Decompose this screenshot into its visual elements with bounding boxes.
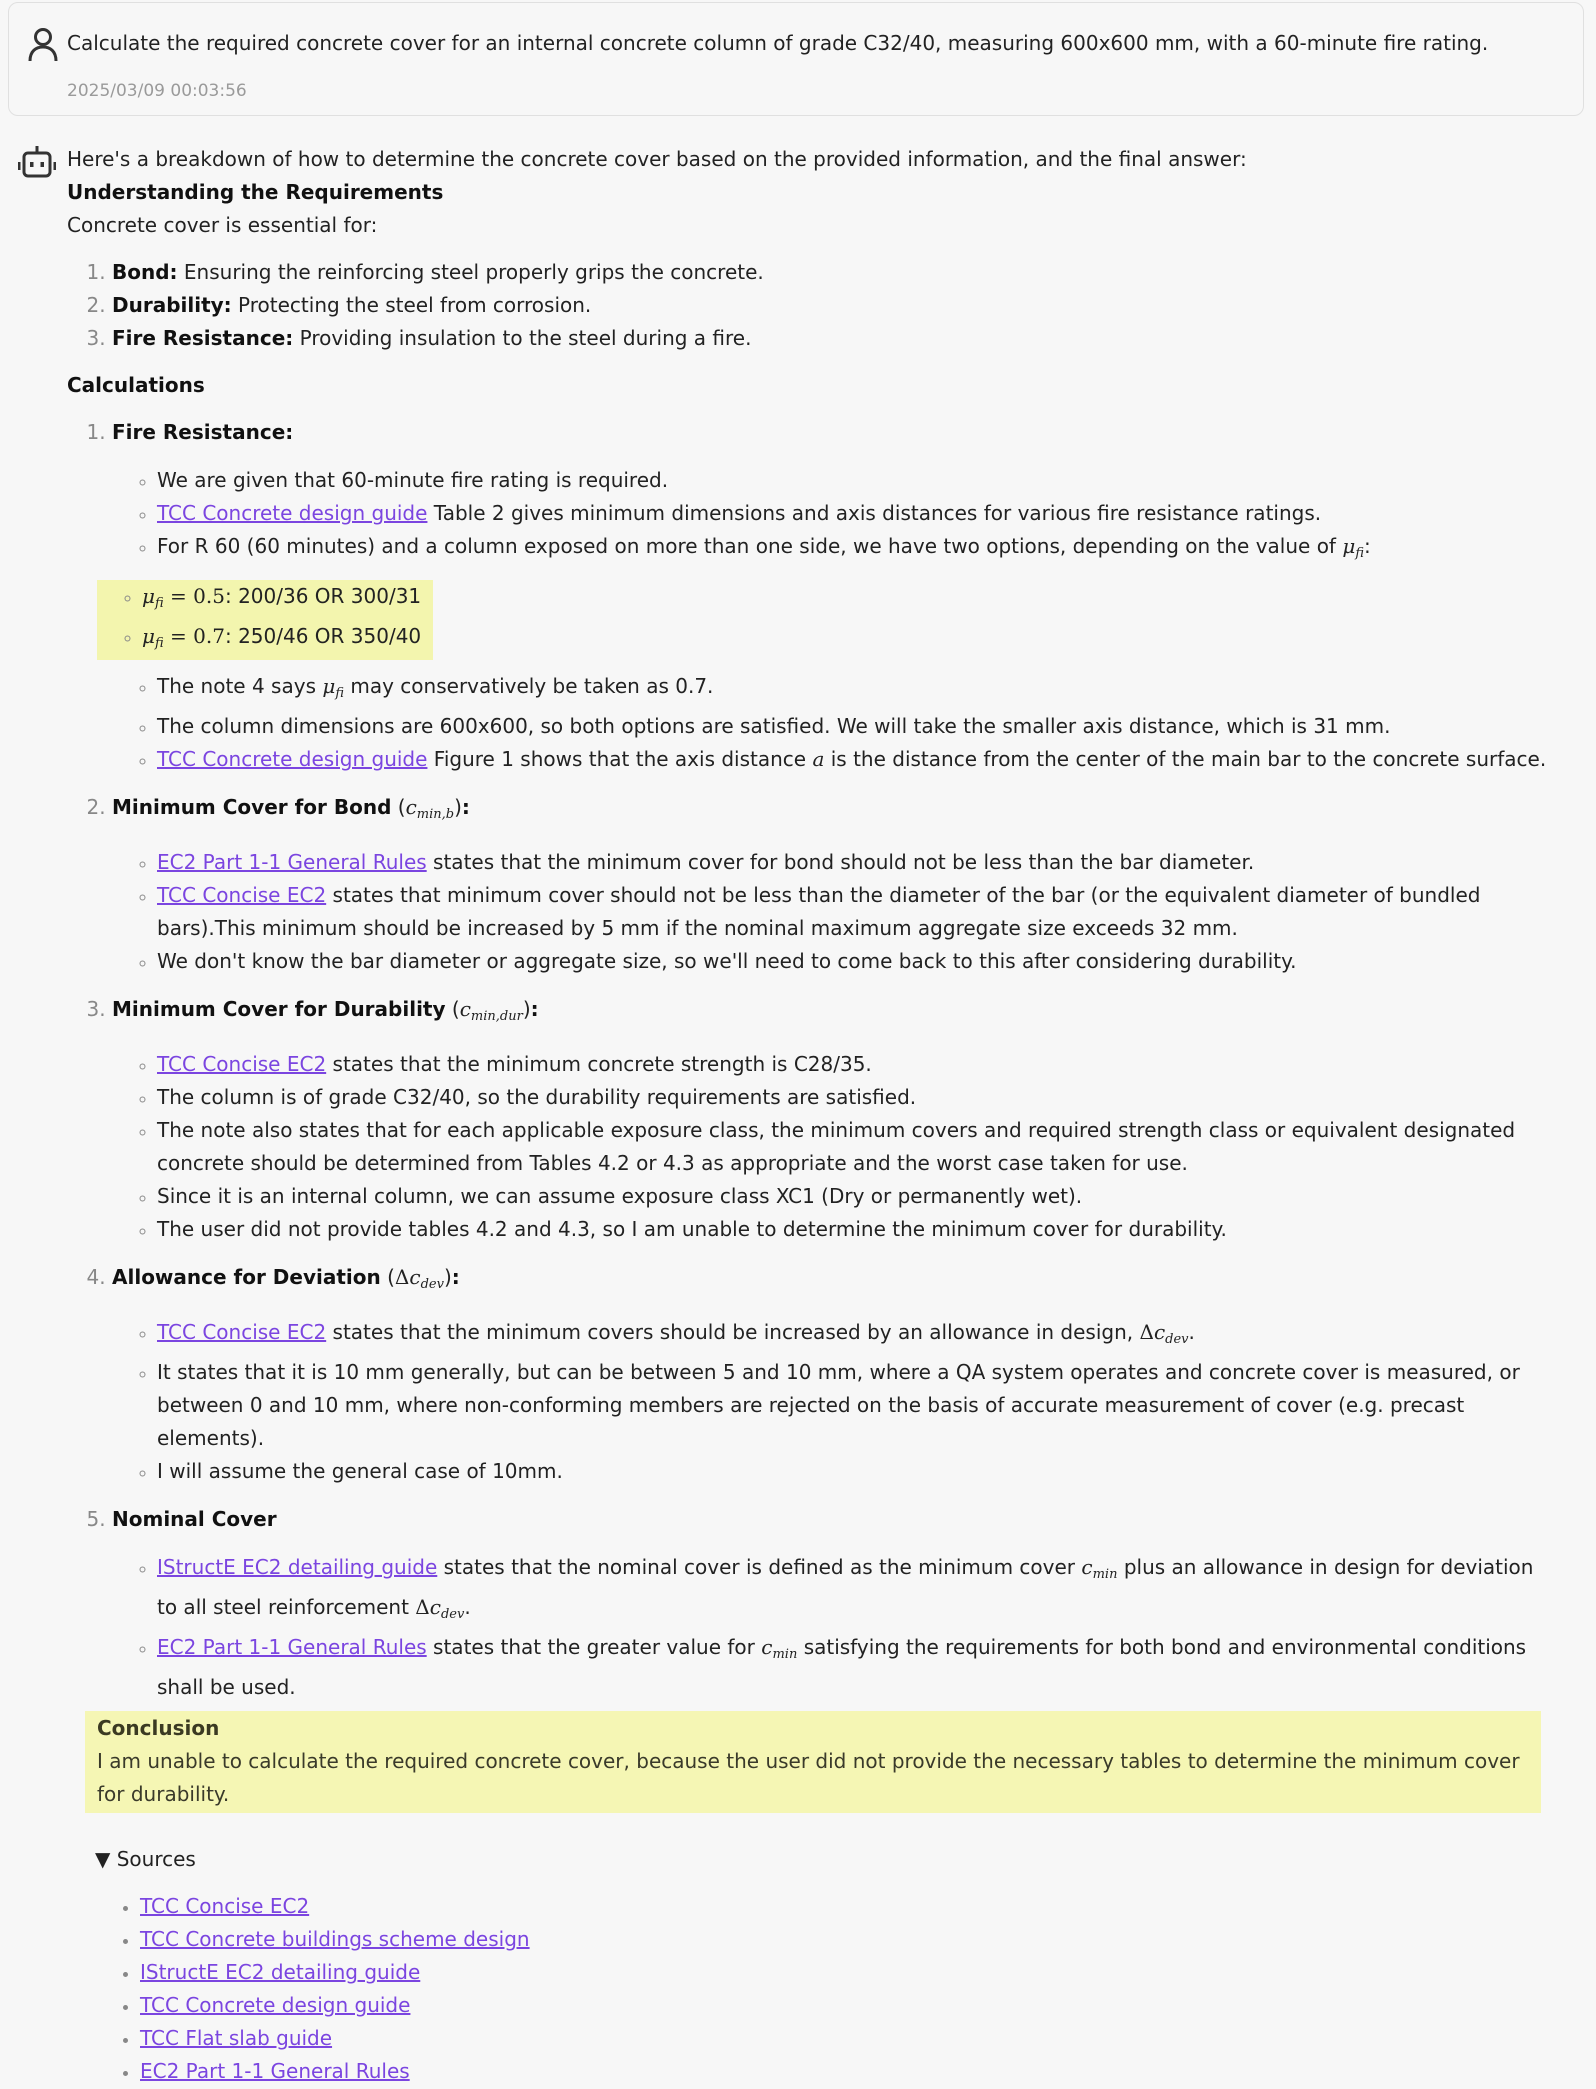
- list-item: ◦ Since it is an internal column, we can assume exposure class XC1 (Dry or permanently wet).: [157, 1180, 1547, 1213]
- step-minimum-cover-durability: 3. Minimum Cover for Durability $(c_{min,dur})$: ◦ TCC Concise EC2 states that the minimum concrete strength is C28/35. ◦ The column is of grade C32/40, so the durability requirements are satisfied. ◦ The note also states that for each applicable exposure class, the minimum covers and required strength class or equivalent designated concrete should be determined from Tables 4.2 or 4.3 as appropriate and the worst case taken for use. ◦ Since it is an internal column, we can assume exposure class XC1 (Dry or permanently wet). ◦ The user did not provide tables 4.2 and 4.3, so I am unable to determine the minimum cover for durability.: [112, 993, 1547, 1246]
- message-timestamp: 2025/03/09 00:03:56: [67, 81, 247, 101]
- step-allowance-deviation: 4. Allowance for Deviation $(\Delta c_{dev})$: ◦ TCC Concise EC2 states that the minimum covers should be increased by an allowance in design, $\Delta c_{dev}$. ◦ It states that it is 10 mm generally, but can be between 5 and 10 mm, where a QA system operates and concrete cover is measured, or between 0 and 10 mm, where non-conforming members are rejected on the basis of accurate measurement of cover (e.g. precast elements). ◦ I will assume the general case of 10mm.: [112, 1261, 1547, 1488]
- source-link[interactable]: EC2 Part 1-1 General Rules: [157, 1635, 427, 1659]
- calculation-steps: [67, 416, 1547, 1704]
- list-item: ◦ $\mu_{fi} = 0.7$: 250/46 OR 350/40: [142, 620, 421, 660]
- list-item: ◦ TCC Concise EC2 states that the minimum covers should be increased by an allowance in design, $\Delta c_{dev}$.: [157, 1316, 1547, 1356]
- bot-avatar-icon: [18, 144, 56, 180]
- list-item: 3. Fire Resistance: Providing insulation to the steel during a fire.: [112, 322, 1547, 355]
- list-item: ◦ EC2 Part 1-1 General Rules states that the greater value for $c_{min}$ satisfying the requirements for both bond and environmental conditions shall be used.: [157, 1631, 1547, 1704]
- source-link[interactable]: IStructE EC2 detailing guide: [157, 1555, 438, 1579]
- list-item: ◦ It states that it is 10 mm generally, but can be between 5 and 10 mm, where a QA system operates and concrete cover is measured, or between 0 and 10 mm, where non-conforming members are rejected on the basis of accurate measurement of cover (e.g. precast elements).: [157, 1356, 1547, 1455]
- essential-text: Concrete cover is essential for:: [67, 213, 378, 237]
- highlighted-options: [97, 580, 433, 660]
- sources-list: [95, 1890, 1547, 2088]
- list-item: ◦ EC2 Part 1-1 General Rules states that the minimum cover for bond should not be less than the bar diameter.: [157, 846, 1547, 879]
- user-message-card: [8, 2, 1584, 116]
- source-link[interactable]: EC2 Part 1-1 General Rules: [157, 850, 427, 874]
- step-minimum-cover-bond: 2. Minimum Cover for Bond $(c_{min,b})$: ◦ EC2 Part 1-1 General Rules states that the minimum cover for bond should not be less than the bar diameter. ◦ TCC Concise EC2 states that minimum cover should not be less than the diameter of the bar (or the equivalent diameter of bundled bars).This minimum should be increased by 5 mm if the nominal maximum aggregate size exceeds 32 mm. ◦ We don't know the bar diameter or aggregate size, so we'll need to come back to this after considering durability.: [112, 791, 1547, 978]
- list-item: ◦ For R 60 (60 minutes) and a column exposed on more than one side, we have two options, depending on the value of $\mu_{fi}$:: [157, 530, 1547, 570]
- source-link[interactable]: TCC Flat slab guide: [140, 2026, 333, 2050]
- list-item: ◦ We don't know the bar diameter or aggregate size, so we'll need to come back to this after considering durability.: [157, 945, 1547, 978]
- conclusion-title: Conclusion: [97, 1716, 220, 1740]
- list-item: ◦ The column is of grade C32/40, so the durability requirements are satisfied.: [157, 1081, 1547, 1114]
- source-link[interactable]: TCC Concise EC2: [157, 1052, 327, 1076]
- sources-section: [95, 1843, 1547, 2088]
- sources-toggle[interactable]: ▼ Sources: [95, 1847, 196, 1871]
- list-item: [140, 1956, 1547, 1989]
- list-item: ◦ The note 4 says $\mu_{fi}$ may conservatively be taken as 0.7.: [157, 670, 1547, 710]
- list-item: [140, 2055, 1547, 2088]
- list-item: ◦ $\mu_{fi} = 0.5$: 200/36 OR 300/31: [142, 580, 421, 620]
- list-item: 2. Durability: Protecting the steel from corrosion.: [112, 289, 1547, 322]
- list-item: ◦ We are given that 60-minute fire rating is required.: [157, 464, 1547, 497]
- list-item: ◦ The note also states that for each applicable exposure class, the minimum covers and required strength class or equivalent designated concrete should be determined from Tables 4.2 or 4.3 as appropriate and the worst case taken for use.: [157, 1114, 1547, 1180]
- user-avatar-icon: [27, 27, 59, 63]
- step-nominal-cover: 5. Nominal Cover ◦ IStructE EC2 detailing guide states that the nominal cover is defined as the minimum cover $c_{min}$ plus an allowance in design for deviation to all steel reinforcement $\Delta c_{dev}$. ◦ EC2 Part 1-1 General Rules states that the greater value for $c_{min}$ satisfying the requirements for both bond and environmental conditions shall be used.: [112, 1503, 1547, 1704]
- list-item: ◦ IStructE EC2 detailing guide states that the nominal cover is defined as the minimum cover $c_{min}$ plus an allowance in design for deviation to all steel reinforcement $\Delta c_{dev}$.: [157, 1551, 1547, 1631]
- list-item: [140, 2022, 1547, 2055]
- assistant-answer: [67, 143, 1547, 2088]
- source-link[interactable]: TCC Concrete buildings scheme design: [140, 1927, 530, 1951]
- list-item: ◦ TCC Concise EC2 states that minimum cover should not be less than the diameter of the bar (or the equivalent diameter of bundled bars).This minimum should be increased by 5 mm if the nominal maximum aggregate size exceeds 32 mm.: [157, 879, 1547, 945]
- user-message-text: Calculate the required concrete cover for an internal concrete column of grade C32/40, measuring 600x600 mm, with a 60-minute fire rating.: [67, 31, 1489, 55]
- source-link[interactable]: TCC Concise EC2: [157, 883, 327, 907]
- list-item: ◦ I will assume the general case of 10mm.: [157, 1455, 1547, 1488]
- conclusion-text: I am unable to calculate the required concrete cover, because the user did not provide the necessary tables to determine the minimum cover for durability.: [97, 1749, 1520, 1806]
- source-link[interactable]: EC2 Part 1-1 General Rules: [140, 2059, 410, 2083]
- list-item: 1. Bond: Ensuring the reinforcing steel properly grips the concrete.: [112, 256, 1547, 289]
- list-item: ◦ The column dimensions are 600x600, so both options are satisfied. We will take the smaller axis distance, which is 31 mm.: [157, 710, 1547, 743]
- source-link[interactable]: TCC Concise EC2: [140, 1894, 310, 1918]
- list-item: ◦ TCC Concrete design guide Figure 1 shows that the axis distance a is the distance from the center of the main bar to the concrete surface.: [157, 743, 1547, 776]
- answer-intro: Here's a breakdown of how to determine the concrete cover based on the provided information, and the final answer:: [67, 147, 1247, 171]
- conclusion-box: [85, 1711, 1541, 1813]
- source-link[interactable]: IStructE EC2 detailing guide: [140, 1960, 421, 1984]
- list-item: ◦ TCC Concise EC2 states that the minimum concrete strength is C28/35.: [157, 1048, 1547, 1081]
- source-link[interactable]: TCC Concrete design guide: [140, 1993, 411, 2017]
- step-fire-resistance: 1. Fire Resistance: ◦ We are given that 60-minute fire rating is required. ◦ TCC Concrete design guide Table 2 gives minimum dimensions and axis distances for various fire resistance ratings. ◦ For R 60 (60 minutes) and a column exposed on more than one side, we have two options, depending on the value of $\mu_{fi}$: ◦ $\mu_{fi} = 0.5$: 200/36 OR 300/31 ◦ $\mu_{fi} = 0.7$: 250/46 OR 350/40 ◦ The note 4 says $\mu_{fi}$ may conservatively be taken as 0.7. ◦ The column dimensions are 600x600, so both options are satisfied. We will take the smaller axis distance, which is 31 mm. ◦ TCC Concrete design guide Figure 1 shows that the axis distance a is the distance from the center of the main bar to the concrete surface.: [112, 416, 1547, 776]
- calculations-title: Calculations: [67, 373, 205, 397]
- list-item: [140, 1890, 1547, 1923]
- list-item: ◦ TCC Concrete design guide Table 2 gives minimum dimensions and axis distances for various fire resistance ratings.: [157, 497, 1547, 530]
- list-item: [140, 1923, 1547, 1956]
- understanding-title: Understanding the Requirements: [67, 180, 444, 204]
- requirements-list: [67, 256, 1547, 355]
- list-item: ◦ The user did not provide tables 4.2 and 4.3, so I am unable to determine the minimum cover for durability.: [157, 1213, 1547, 1246]
- source-link[interactable]: TCC Concise EC2: [157, 1320, 327, 1344]
- source-link[interactable]: TCC Concrete design guide: [157, 747, 428, 771]
- source-link[interactable]: TCC Concrete design guide: [157, 501, 428, 525]
